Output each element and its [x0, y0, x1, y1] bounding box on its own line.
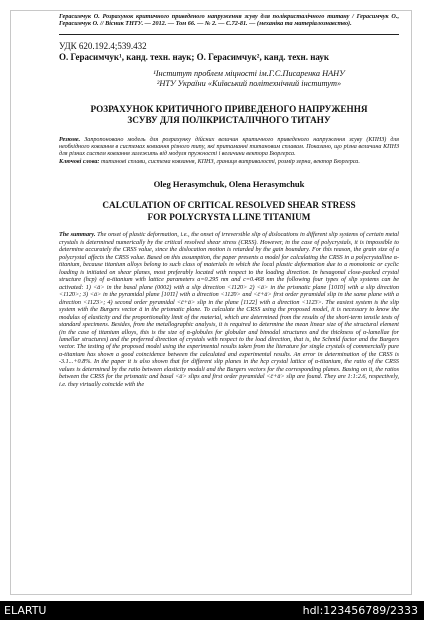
affiliation-1: ¹Інститут проблем міцності ім.Г.С.Писаренка НАНУ	[153, 68, 345, 78]
keywords-paragraph	[59, 159, 399, 166]
title-ukrainian-line-2: ЗСУВУ ДЛЯ ПОЛІКРИСТАЛІЧНОГО ТИТАНУ	[127, 115, 331, 126]
document-page	[10, 10, 412, 595]
header-divider	[59, 34, 399, 35]
keywords-label: Ключові слова:	[59, 158, 100, 165]
title-ukrainian-line-1: РОЗРАХУНОК КРИТИЧНОГО ПРИВЕДЕНОГО НАПРУЖЕННЯ	[90, 103, 368, 114]
page-content	[11, 13, 411, 389]
keywords-text: титанові сплави, система ковзання, КПНЗ, границя витривалості, розмір зерна, вектор Бюргерса.	[99, 158, 360, 165]
abstract-text: Запропоновано модель для розрахунку дійсних величин критичного приведеного напруження зсуву (КПНЗ) для необхідного ковзання в системах ковзання різного типу, які притаманні титановим сплавам. Показано, що різна величина КПНЗ для різних систем ковзання залежить від модуля пружності і величини вектора Бюргерса.	[59, 136, 399, 158]
affiliation-2: ²НТУ України «Київський політехнічний інститут»	[156, 79, 342, 89]
handle-identifier: hdl:123456789/2333	[302, 604, 418, 617]
title-english	[59, 200, 399, 223]
abstract-label: Резюме.	[59, 136, 81, 143]
citation-header: Герасимчук О. Розрахунок критичного приведеного напруження зсуву для полікристалічного титану / Герасимчук О., Герасимчук О. // Вісник ТНТУ. — 2012. — Том 66. — № 2. — С.72-81. — (механіка та матеріалознавство).	[59, 13, 399, 28]
title-english-line-1: CALCULATION OF CRITICAL RESOLVED SHEAR STRESS	[102, 200, 356, 211]
abstract-paragraph	[59, 137, 399, 159]
title-english-line-2: FOR POLYCRYSTA LLINE TITANIUM	[147, 211, 311, 222]
summary-label: The summary.	[59, 232, 96, 239]
summary-text: The onset of plastic deformation, i.e., the onset of irreversible slip of dislocations in different slip systems of certain metal crystals is determined numerically by the critical resolved shear stress (CRSS). However, in the case of polycrystals, it is impossible to determine accurately the CRSS value, since the dislocation motion is retarded by the gain boundary. For this reason, the grain size of a polycrystal affects the CRSS value. Based on this assumption, the paper presents a model for calculating the CRSS in a polycrystalline α-titanium, because titanium alloys belong to such class of materials in which the local plastic deformation due to a monotonic or cyclic loading is initiated on shear planes, most preferably located with respect to the loading direction. In hexagonal close-packed crystal structure (hcp) of α-titanium with lattice parameters a=0.295 nm and c=0.468 nm the following four types of slip systems can be activated: 1) <ā> in the basal plane (0002) with a slip direction <112̄0> 2) <ā> in the prismatic plane [101̄0] with a slip direction <112̄0>; 3) <ā> in the pyramidal plane [101̄1] with a direction <112̄0> and <c̄+ā> first order pyramidal slip in the same plane with a direction <112̄3>; 4) second order pyramidal <c̄+ā> slip in the plane [112̄2] with a direction <112̄3>. The easiest system is the slip system with the Burgers vector ā in the prismatic plane. To calculate the CRSS using the proposed model, it is necessary to know the modulus of elasticity and the proportionality limit of the material, which are determined from the results of the short-term tensile tests of standard specimens. Besides, from the metallographic analysis, it is required to determine the mean linear size of the structural element (in the case of titanium alloys, this is the size of α-globules for globular and bimodal structures and the thickness of α-lamellae for lamellar structures) and the preferred direction of crystals with respect to the load direction, that is, the Schmid factor and the Burgers vector. The testing of the proposed model using the experimental results taken from the literature for single crystals of commercially pure α-titanium has shown a good coincidence between the calculated and experimental results. An error in determination of the CRSS is -3.1...+0.8%. In the paper it is also shown that for different slip planes in the hcp crystal lattice of α-titanium, the ratio of the CRSS values is determined by the ratio between elasticity moduli and the Burgers vectors for the corresponding planes. Basing on it, the ratios between the CRSS for the prismatic and basal <ā> slips and first order pyramidal <c̄+ā> slip are found. They are 1:1:2.6, respectively, i.e. they virtually coincide with the	[59, 232, 399, 388]
title-ukrainian	[59, 104, 399, 127]
authors-ukrainian: О. Герасимчук¹, канд. техн. наук; О. Герасимчук², канд. техн. наук	[59, 51, 330, 62]
repository-label: ELARTU	[4, 604, 47, 617]
footer-bar	[0, 601, 424, 620]
affiliations	[99, 69, 399, 90]
authors-english: Oleg Herasymchuk, Olena Herasymchuk	[153, 179, 305, 190]
udc-code: УДК 620.192.4;539.432	[59, 40, 147, 51]
summary-english	[59, 232, 399, 389]
abstract-ukrainian	[59, 137, 399, 167]
